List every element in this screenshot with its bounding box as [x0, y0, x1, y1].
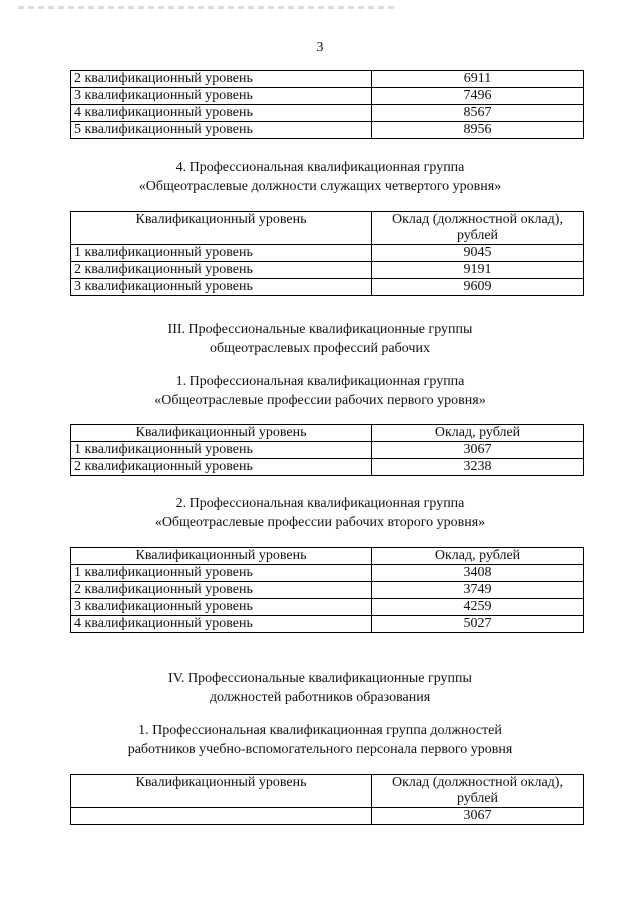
qualification-level-cell: 1 квалификационный уровень — [71, 565, 372, 582]
workers1-title-line1: 1. Профессиональная квалификационная группа — [175, 374, 465, 389]
qualification-level-cell: 2 квалификационный уровень — [71, 71, 372, 88]
part3-title-line2: общеотраслевых профессий рабочих — [210, 341, 430, 356]
header-salary-line1: Оклад (должностной оклад), — [392, 775, 563, 790]
part4-heading — [0, 669, 640, 707]
header-level: Квалификационный уровень — [71, 425, 372, 442]
section4-salary-table — [70, 211, 584, 296]
qualification-level-cell: 1 квалификационный уровень — [71, 442, 372, 459]
workers2-title-line2: «Общеотраслевые профессии рабочих второго уровня» — [154, 515, 486, 530]
qualification-level-cell: 1 квалификационный уровень — [71, 245, 372, 262]
table-row — [71, 459, 584, 476]
salary-cell: 6911 — [372, 71, 584, 88]
salary-cell: 3067 — [372, 808, 584, 825]
table-header-row — [71, 548, 584, 565]
salary-cell: 9045 — [372, 245, 584, 262]
qualification-level-cell: 4 квалификационный уровень — [71, 616, 372, 633]
section4-heading — [0, 158, 640, 196]
qualification-level-cell — [71, 808, 372, 825]
salary-cell: 9191 — [372, 262, 584, 279]
salary-cell: 5027 — [372, 616, 584, 633]
education1-salary-table — [70, 774, 584, 825]
salary-cell: 3238 — [372, 459, 584, 476]
education1-heading — [0, 721, 640, 759]
header-salary-line2: рублей — [456, 228, 499, 243]
salary-cell: 8956 — [372, 122, 584, 139]
continued-salary-table — [70, 70, 584, 139]
table-row — [71, 582, 584, 599]
section4-title-line1: 4. Профессиональная квалификационная группа — [175, 160, 465, 175]
header-salary — [372, 212, 584, 245]
part3-heading — [0, 320, 640, 358]
workers2-title-line1: 2. Профессиональная квалификационная группа — [175, 496, 465, 511]
table-row — [71, 245, 584, 262]
table-row — [71, 442, 584, 459]
workers1-heading — [0, 372, 640, 410]
header-salary — [372, 775, 584, 808]
qualification-level-cell: 3 квалификационный уровень — [71, 599, 372, 616]
table-row — [71, 565, 584, 582]
header-salary: Оклад, рублей — [372, 425, 584, 442]
table-row — [71, 808, 584, 825]
qualification-level-cell: 4 квалификационный уровень — [71, 105, 372, 122]
workers1-title-line2: «Общеотраслевые профессии рабочих первого уровня» — [154, 393, 486, 408]
qualification-level-cell: 5 квалификационный уровень — [71, 122, 372, 139]
workers2-heading — [0, 494, 640, 532]
qualification-level-cell: 2 квалификационный уровень — [71, 262, 372, 279]
scan-header-noise — [18, 6, 398, 9]
table-row — [71, 616, 584, 633]
page-number: 3 — [316, 40, 324, 55]
salary-cell: 3749 — [372, 582, 584, 599]
table-header-row — [71, 212, 584, 245]
header-salary: Оклад, рублей — [372, 548, 584, 565]
header-level: Квалификационный уровень — [71, 775, 372, 808]
salary-cell: 3067 — [372, 442, 584, 459]
table-row — [71, 279, 584, 296]
workers2-salary-table — [70, 547, 584, 633]
table-row — [71, 88, 584, 105]
table-row — [71, 262, 584, 279]
workers1-salary-table — [70, 424, 584, 476]
section4-title-line2: «Общеотраслевые должности служащих четвертого уровня» — [138, 179, 502, 194]
part4-title-line1: IV. Профессиональные квалификационные группы — [168, 671, 472, 686]
table-row — [71, 105, 584, 122]
header-level: Квалификационный уровень — [71, 548, 372, 565]
table-header-row — [71, 425, 584, 442]
header-salary-line1: Оклад (должностной оклад), — [392, 212, 563, 227]
part4-title-line2: должностей работников образования — [209, 690, 431, 705]
table-header-row — [71, 775, 584, 808]
education1-title-line2: работников учебно-вспомогательного персонала первого уровня — [127, 742, 513, 757]
salary-cell: 9609 — [372, 279, 584, 296]
part3-title-line1: III. Профессиональные квалификационные группы — [167, 322, 473, 337]
table-row — [71, 599, 584, 616]
salary-cell: 4259 — [372, 599, 584, 616]
qualification-level-cell: 2 квалификационный уровень — [71, 582, 372, 599]
header-salary-line2: рублей — [456, 791, 499, 806]
education1-title-line1: 1. Профессиональная квалификационная группа должностей — [138, 723, 502, 738]
salary-cell: 8567 — [372, 105, 584, 122]
salary-cell: 7496 — [372, 88, 584, 105]
header-level: Квалификационный уровень — [71, 212, 372, 245]
table-row — [71, 122, 584, 139]
table-row — [71, 71, 584, 88]
qualification-level-cell: 2 квалификационный уровень — [71, 459, 372, 476]
salary-cell: 3408 — [372, 565, 584, 582]
qualification-level-cell: 3 квалификационный уровень — [71, 279, 372, 296]
qualification-level-cell: 3 квалификационный уровень — [71, 88, 372, 105]
